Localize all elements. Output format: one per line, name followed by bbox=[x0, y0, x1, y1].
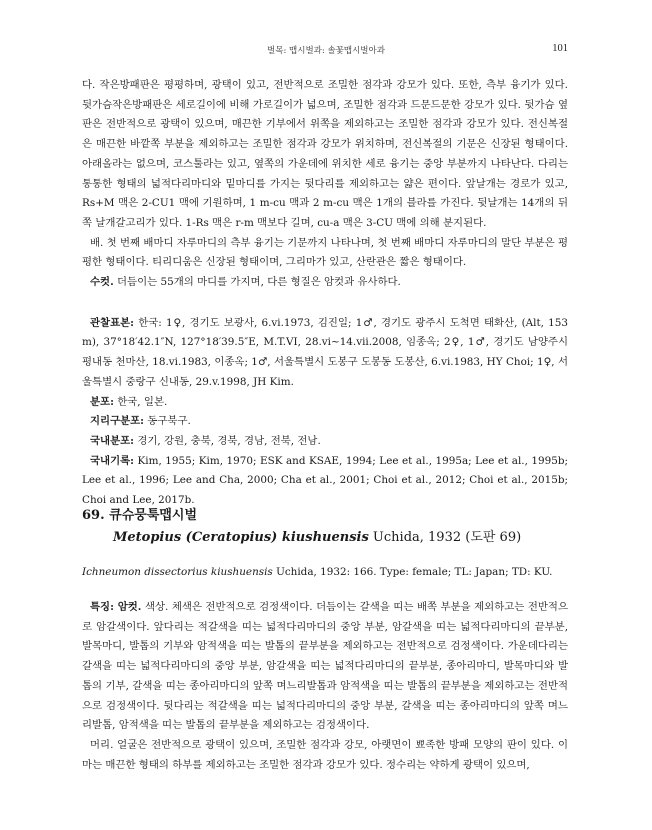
specimens-label: 관찰표본: bbox=[90, 316, 134, 329]
male-paragraph bbox=[82, 273, 568, 293]
description-continued bbox=[82, 76, 568, 511]
features-paragraph bbox=[82, 598, 568, 736]
distribution-label: 분포: bbox=[90, 395, 114, 408]
specimens-paragraph bbox=[82, 314, 568, 393]
records-paragraph bbox=[82, 452, 568, 511]
domestic-distribution-text: 경기, 강원, 충북, 경북, 경남, 전북, 전남. bbox=[137, 434, 321, 447]
page-header bbox=[0, 44, 652, 60]
page-number: 101 bbox=[552, 43, 568, 54]
domestic-distribution-label: 국내분포: bbox=[90, 434, 134, 447]
features-text: 색상. 체색은 전반적으로 검정색이다. 더듬이는 갈색을 띠는 배쪽 부분을 제외하고는 전반적으로 암갈색이다. 앞다리는 적갈색을 띠는 넓적다리마디의 중앙 부분, 암갈색을 띠는 넓적다리마디의 끝부분, 발목마디, 발톱의 기부와 암적색을 띠는 발톱의 끝부분을 제외하고는 전반적으로 검정색이다. 가운데다리는 갈색을 띠는 넓적다리마디의 중앙 부분, 암갈색을 띠는 넓적다리마디의 끝부분, 종아리마디, 발목마디와 발톱의 기부, 갈색을 띠는 종아리마디의 앞쪽 며느리발톱과 암적색을 띠는 발톱의 끝부분을 제외하고는 전반적으로 검정색이다. 뒷다리는 적갈색을 띠는 넓적다리마디의 중앙 부분, 갈색을 띠는 종아리마디의 앞쪽 며느리발톱, 암적색을 띠는 발톱의 끝부분을 제외하고는 검정색이다. bbox=[82, 601, 568, 732]
species-scientific-line bbox=[82, 527, 568, 549]
male-label: 수컷. bbox=[90, 276, 114, 289]
geo-distribution-label: 지리구분포: bbox=[90, 415, 145, 428]
head-paragraph: 머리. 얼굴은 전반적으로 광택이 있으며, 조밀한 점각과 강모, 아랫면이 뾰족한 방패 모양의 판이 있다. 이마는 매끈한 형태의 하부를 제외하고는 조밀한 점각과 강모가 있다. 정수리는 약하게 광택이 있으며, bbox=[82, 738, 568, 771]
species-heading bbox=[82, 505, 568, 549]
distribution-text: 한국, 일본. bbox=[117, 395, 168, 408]
running-head: 벌목: 맵시벌과: 솔꽃맵시벌아과 bbox=[267, 46, 385, 56]
domestic-distribution-line bbox=[82, 432, 568, 452]
records-text: Kim, 1955; Kim, 1970; ESK and KSAE, 1994; Lee et al., 1995a; Lee et al., 1995b; Lee et al., 1996; Lee and Cha, 2000; Cha et al., 2001; Choi et al., 2012; Choi et al., 2015b; Choi and Lee, 2017b. bbox=[82, 454, 568, 507]
specimens-text: 한국: 1♀, 경기도 보광사, 6.vi.1973, 김진일; 1♂, 경기도 광주시 도척면 태화산, (Alt, 153 m), 37°18′42.1″N, 127°18′39.5″E, M.T.VI, 28.vi~14.vii.2008, 임종옥; 2♀, 1♂, 경기도 남양주시 평내동 천마산, 18.vi.1983, 이종옥; 1♂, 서울특별시 도봉구 도봉동 도봉산, 6.vi.1983, HY Choi; 1♀, 서울특별시 중랑구 신내동, 29.v.1998, JH Kim. bbox=[82, 316, 568, 388]
species-description bbox=[82, 598, 568, 775]
geo-distribution-text: 동구북구. bbox=[147, 415, 191, 428]
records-label: 국내기록: bbox=[90, 454, 134, 467]
authority: Uchida, 1932 (도판 69) bbox=[372, 530, 522, 545]
male-text: 더듬이는 55개의 마디를 가지며, 다른 형질은 암컷과 유사하다. bbox=[117, 276, 401, 289]
synonym-name: Ichneumon dissectorius kiushuensis bbox=[82, 566, 273, 578]
distribution-line bbox=[82, 393, 568, 413]
geo-distribution-line bbox=[82, 412, 568, 432]
body-paragraph: 다. 작은방패판은 평평하며, 광택이 있고, 전반적으로 조밀한 점각과 강모가 있다. 또한, 측부 융기가 있다. 뒷가슴작은방패판은 세로길이에 비해 가로길이가 넓으며, 조밀한 점각과 드문드문한 강모가 있다. 뒷가슴 옆판은 전반적으로 광택이 있으며, 매끈한 기부에서 위쪽을 제외하고는 조밀한 점각과 강모가 있다. 전신복절은 매끈한 바깥쪽 부분을 제외하고는 조밀한 점각과 강모가 위치하며, 전신복절의 기문은 신장된 형태이다. 아래올라는 없으며, 코스툴라는 있고, 옆쪽의 가운데에 위치한 세로 융기는 중앙 부분까지 나타난다. 다리는 통통한 형태의 넓적다리마디와 밑마디를 가지는 뒷다리를 제외하고는 얇은 편이다. 앞날개는 경로가 있고, Rs+M 맥은 2-CU1 맥에 기원하며, 1 m-cu 맥과 2 m-cu 맥은 1개의 블라를 가진다. 뒷날개는 14개의 뒤쪽 날개갈고리가 있다. 1-Rs 맥은 r-m 맥보다 길며, cu-a 맥은 3-CU 맥에 의해 분지된다. bbox=[82, 79, 568, 229]
synonym-reference: Uchida, 1932: 166. Type: female; TL: Japan; TD: KU. bbox=[276, 566, 553, 578]
species-number-title: 69. 큐슈뭉툭맵시벌 bbox=[82, 508, 198, 523]
synonym-line bbox=[82, 566, 568, 578]
body-paragraph: 배. 첫 번째 배마디 자루마디의 측부 융기는 기문까지 나타나며, 첫 번째 배마디 자루마디의 말단 부분은 평평한 형태이다. 티리디움은 신장된 형태이며, 그리마가 있고, 산란관은 짧은 형태이다. bbox=[82, 236, 568, 269]
scientific-name: Metopius (Ceratopius) kiushuensis bbox=[113, 530, 369, 545]
features-label: 특징: 암컷. bbox=[90, 601, 142, 613]
